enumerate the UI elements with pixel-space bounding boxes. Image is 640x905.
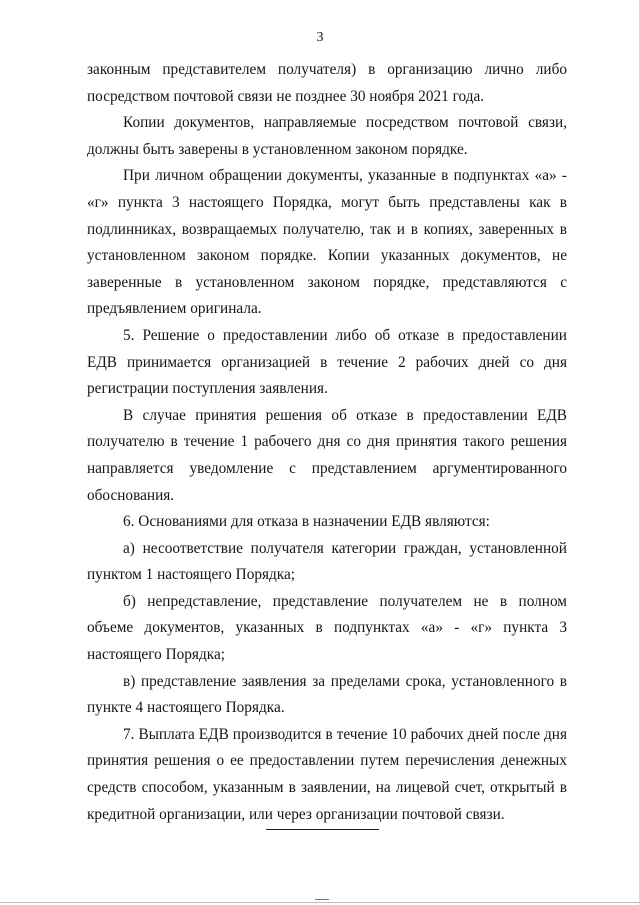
paragraph-item-7: 7. Выплата ЕДВ производится в течение 10 рабочих дней после дня принятия решения о ее предоставлении путем перечисления денежных средств способом, указанным в заявлении, на лицевой счет, открытый в кредитной организации, или через организации почтовой связи. bbox=[87, 725, 567, 823]
paragraph-item-6v: в) представление заявления за пределами срока, установленного в пункте 4 настоящего Порядка. bbox=[87, 672, 567, 717]
footer-mark bbox=[315, 899, 329, 900]
paragraph-item-6: 6. Основаниями для отказа в назначении ЕДВ являются: bbox=[123, 513, 490, 531]
paragraph-refusal-notice: В случае принятия решения об отказе в предоставлении ЕДВ получателю в течение 1 рабочего дня со дня принятия такого решения направляется уведомление с представлением аргументированного обоснования. bbox=[87, 406, 567, 504]
paragraph-copies-by-mail: Копии документов, направляемые посредством почтовой связи, должны быть заверены в установленном законом порядке. bbox=[87, 114, 567, 158]
paragraph-item-5: 5. Решение о предоставлении либо об отказе в предоставлении ЕДВ принимается организацией в течение 2 рабочих дней со дня регистрации поступления заявления. bbox=[87, 326, 567, 398]
footer-rule bbox=[0, 902, 640, 903]
paragraph-continuation: законным представителем получателя) в организацию лично либо посредством почтовой связи не позднее 30 ноября 2021 года. bbox=[87, 61, 567, 105]
paragraph-item-6a: а) несоответствие получателя категории граждан, установленной пунктом 1 настоящего Порядка; bbox=[87, 539, 567, 584]
page-number: 3 bbox=[316, 30, 324, 45]
paragraph-personal-appeal: При личном обращении документы, указанные в подпунктах «а» - «г» пункта 3 настоящего Порядка, могут быть представлены как в подлинниках, возвращаемых получателю, так и в копиях, заверенных в установленном законом порядке. Копии указанных документов, не заверенные в установленном законом порядке, представляются с предъявлением оригинала. bbox=[87, 167, 567, 318]
closing-rule bbox=[266, 829, 379, 830]
paragraph-item-6b: б) непредставление, представление получателем не в полном объеме документов, указанных в подпунктах «а» - «г» пункта 3 настоящего Порядка; bbox=[87, 592, 567, 664]
document-body bbox=[87, 57, 567, 828]
